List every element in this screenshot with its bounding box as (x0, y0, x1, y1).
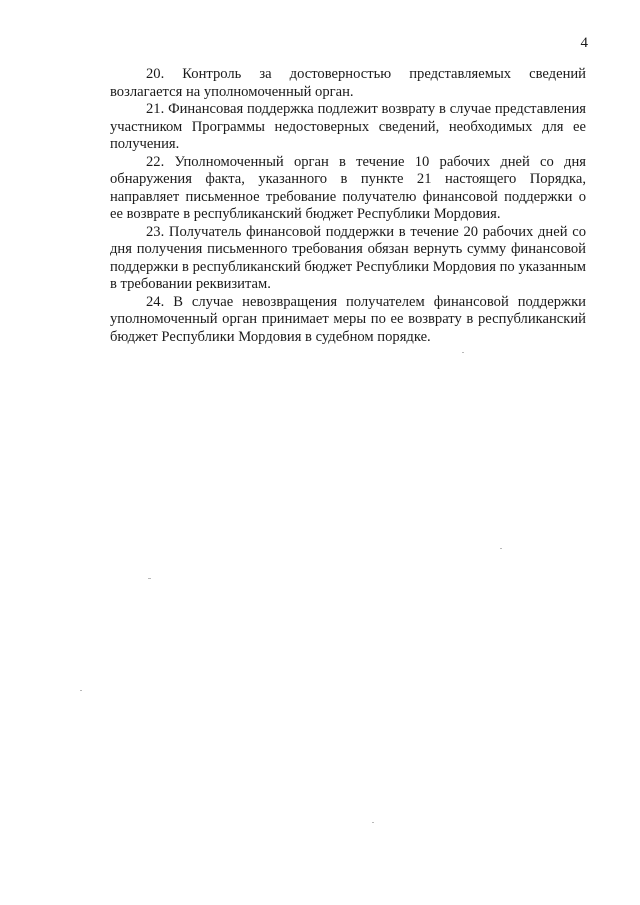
scan-speck (80, 690, 82, 691)
scan-speck (372, 822, 374, 823)
scan-speck (500, 548, 502, 549)
document-body (110, 66, 586, 346)
paragraph-21: 21. Финансовая поддержка подлежит возврату в случае представления участником Программы недостоверных сведений, необходимых для ее получения. (110, 101, 586, 152)
scan-speck (148, 578, 151, 579)
paragraph-24: 24. В случае невозвращения получателем финансовой поддержки уполномоченный орган принимает меры по ее возврату в республиканский бюджет Республики Мордовия в судебном порядке. (110, 293, 586, 345)
scan-speck (462, 352, 464, 353)
paragraph-20: 20. Контроль за достоверностью представляемых сведений возлагается на уполномоченный орган. (110, 66, 586, 100)
paragraph-22: 22. Уполномоченный орган в течение 10 рабочих дней со дня обнаружения факта, указанного в пункте 21 настоящего Порядка, направляет письменное требование получателю финансовой поддержки о ее возврате в республиканский бюджет Республики Мордовия. (110, 153, 586, 222)
paragraph-23: 23. Получатель финансовой поддержки в течение 20 рабочих дней со дня получения письменного требования обязан вернуть сумму финансовой поддержки в республиканский бюджет Республики Мордовия по указанным в требовании реквизитам. (110, 223, 586, 292)
page-number: 4 (580, 35, 588, 51)
